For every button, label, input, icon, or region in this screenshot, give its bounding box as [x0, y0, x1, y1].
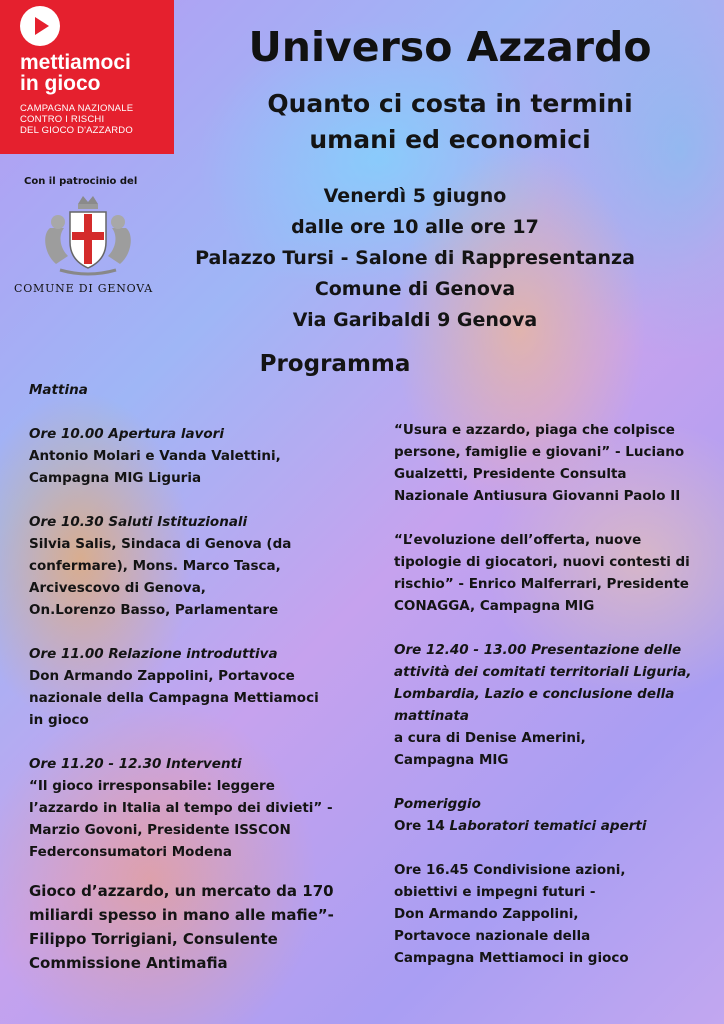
session-heading: Ore 12.40 - 13.00 Presentazione delle — [394, 642, 682, 658]
campaign-logo — [0, 0, 174, 154]
afternoon-label: Pomeriggio — [394, 796, 481, 812]
page-subtitle: Quanto ci costa in termini umani ed economici — [267, 89, 633, 154]
event-address: Via Garibaldi 9 Genova — [292, 309, 538, 331]
genova-crest-icon — [38, 194, 138, 278]
play-icon — [20, 6, 60, 46]
event-host: Comune di Genova — [314, 278, 516, 300]
event-venue: Palazzo Tursi - Salone di Rappresentanza — [195, 247, 635, 269]
session-heading: Ore 10.00 Apertura lavori — [29, 426, 224, 442]
patronage-label: Con il patrocinio del — [24, 176, 138, 187]
program-right-column: “Usura e azzardo, piaga che colpisce persone, famiglie e giovani” - Luciano Gualzetti, Presidente Consulta Nazionale Antiusura Giovanni Paolo II “L’evoluzione dell’offerta, nuove tipologie di giocatori, nuovi contesti di rischio” - Enrico Malferrari, Presidente CONAGGA, Campagna MIG Ore 12.40 - 13.00 Presentazione delle attività dei comitati territoriali Liguria, Lombardia, Lazio e conclusione della mattinata a cura di Denise Amerini, Campagna MIG Pomeriggio Ore 14 Laboratori tematici aperti Ore 16.45 Condivisione azioni, obiettivi e impegni futuri - Don Armando Zappolini, Portavoce nazionale della Campagna Mettiamoci in gioco — [394, 419, 716, 969]
session-heading: Ore 14 Laboratori tematici aperti — [394, 818, 647, 834]
session-heading: Ore 11.00 Relazione introduttiva — [29, 646, 278, 662]
campaign-name: mettiamoci in gioco — [20, 51, 131, 95]
morning-label: Mattina — [29, 382, 88, 398]
event-date: Venerdì 5 giugno — [323, 185, 507, 207]
patronage-city: COMUNE DI GENOVA — [14, 282, 153, 295]
event-info — [140, 181, 690, 336]
session-heading: Ore 10.30 Saluti Istituzionali — [29, 514, 248, 530]
program-heading: Programma — [259, 351, 411, 377]
event-time: dalle ore 10 alle ore 17 — [291, 216, 539, 238]
program-left-column: Mattina Ore 10.00 Apertura lavori Antonio Molari e Vanda Valettini, Campagna MIG Liguria Ore 10.30 Saluti Istituzionali Silvia Salis, Sindaca di Genova (da confermare), Mons. Marco Tasca, Arcivescovo di Genova, On.Lorenzo Basso, Parlamentare Ore 11.00 Relazione introduttiva Don Armando Zappolini, Portavoce nazionale della Campagna Mettiamoci in gioco Ore 11.20 - 12.30 Interventi “Il gioco irresponsabile: leggere l’azzardo in Italia al tempo dei divieti” - Marzio Govoni, Presidente ISSCON Federconsumatori Modena Gioco d’azzardo, un mercato da 170 miliardi spesso in mano alle mafie”- Filippo Torrigiani, Consulente Commissione Antimafia — [29, 379, 374, 975]
page-title: Universo Azzardo — [248, 23, 652, 71]
campaign-tagline: CAMPAGNA NAZIONALE CONTRO I RISCHI DEL GIOCO D'AZZARDO — [20, 103, 134, 136]
session-heading: Ore 11.20 - 12.30 Interventi — [29, 756, 242, 772]
